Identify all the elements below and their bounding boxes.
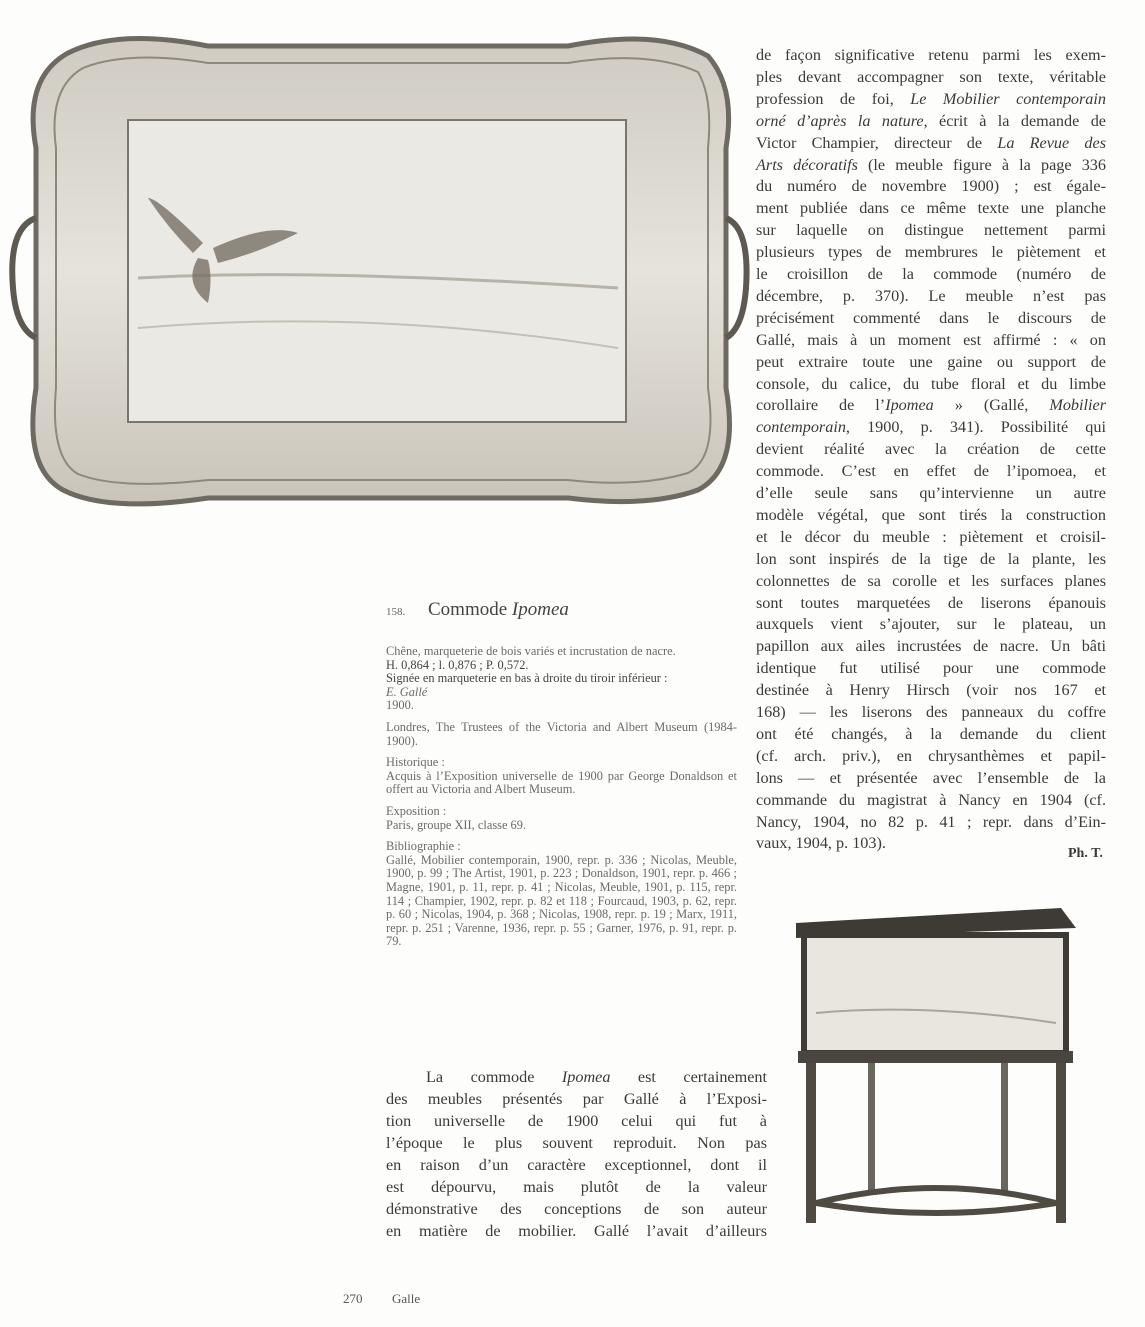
text-segment: plusieurs types de membrures le piètement et <box>756 243 1106 262</box>
text-segment: , 1900, p. 341). Possibilité qui <box>845 418 1106 437</box>
italic-text: orné d’après la nature, <box>756 111 928 130</box>
text-line <box>756 813 1106 832</box>
text-segment: en raison d’un caractère exceptionnel, dont il <box>386 1156 767 1174</box>
text-segment: Nancy, 1904, no 82 p. 41 ; repr. dans d’Ein- <box>756 812 1106 831</box>
text-segment: ples devant accompagner son texte, véritable <box>756 67 1106 86</box>
italic-text: Ipomea <box>561 1068 611 1086</box>
text-segment: sur laquelle on distingue nettement parmi <box>756 221 1106 240</box>
text-segment: tion universelle de 1900 celui qui fut à <box>386 1112 767 1130</box>
text-segment: est dépourvu, mais plutôt de la valeur <box>386 1178 767 1196</box>
history: Acquis à l’Exposition universelle de 1900 par George Donaldson et offert au Victoria and Albert Museum. <box>386 768 737 797</box>
text-segment: destinée à Henry Hirsch (voir nos 167 et <box>756 681 1106 700</box>
text-segment: profession de foi, <box>756 89 911 108</box>
text-line <box>756 769 1106 788</box>
text-line <box>756 353 1106 372</box>
running-head: Galle <box>392 1291 421 1306</box>
text-line <box>756 462 1106 481</box>
text-line <box>756 199 1106 218</box>
text-line <box>756 594 1106 613</box>
text-line <box>756 112 1106 131</box>
text-segment: est certainement <box>610 1068 767 1086</box>
exhibition-label: Exposition : <box>386 803 447 818</box>
bibliography: Gallé, Mobilier contemporain, 1900, repr. p. 336 ; Nicolas, Meuble, 1900, p. 99 ; The Artist, 1901, p. 223 ; Donaldson, 1901, repr. p. 466 ; Magne, 1901, p. 11, repr. p. 41 ; Nicolas, Meuble, 1901, p. 115, repr. 114 ; Champier, 1902, repr. p. 82 et 118 ; Fourcaud, 1903, p. 62, repr. p. 60 ; Nicolas, 1904, p. 368 ; Nicolas, 1908, repr. p. 19 ; Marx, 1911, repr. p. 251 ; Varenne, 1936, repr. p. 55 ; Garner, 1976, p. 91, repr. p. 79. <box>386 852 737 949</box>
text-line <box>386 1222 767 1241</box>
bibliography-label: Bibliographie : <box>386 839 461 854</box>
text-segment: l’époque le plus souvent reproduit. Non pas <box>386 1134 767 1152</box>
text-line <box>756 221 1106 240</box>
text-line <box>756 287 1106 306</box>
italic-text: Le Mobilier contemporain <box>910 89 1106 108</box>
text-segment: lons — et présentée avec l’ensemble de la <box>756 768 1106 787</box>
text-segment: Gallé, mais à un moment est affirmé : « on <box>756 330 1106 349</box>
text-segment: ont été changés, à la demande du client <box>756 724 1106 743</box>
text-segment: précisément commenté dans le discours de <box>756 308 1106 327</box>
author-initials: Ph. T. <box>1068 846 1103 861</box>
text-line <box>756 156 1106 175</box>
catalogue-notice <box>386 645 737 957</box>
title-italic: Ipomea <box>511 599 569 620</box>
text-line <box>756 68 1106 87</box>
text-line <box>386 1200 767 1219</box>
text-segment: peut extraire toute une gaine ou support de <box>756 352 1106 371</box>
text-line <box>756 834 1106 853</box>
text-line <box>756 637 1106 656</box>
history-label: Historique : <box>386 755 445 770</box>
signature: E. Gallé <box>386 684 428 699</box>
text-line <box>756 681 1106 700</box>
text-segment: commande du magistrat à Nancy en 1904 (cf. <box>756 790 1106 809</box>
text-segment: vaux, 1904, p. 103). <box>756 834 886 853</box>
text-segment: corollaire de l’ <box>756 396 886 415</box>
text-segment: Victor Champier, directeur de <box>756 133 998 152</box>
text-segment: le croisillon de la commode (numéro de <box>756 265 1106 283</box>
text-line <box>756 528 1106 547</box>
text-segment: du numéro de novembre 1900) ; est égale- <box>756 177 1106 196</box>
material: Chêne, marqueterie de bois variés et incrustation de nacre. <box>386 644 676 658</box>
text-segment: écrit à la demande de <box>927 111 1106 130</box>
text-line <box>386 1090 767 1109</box>
text-line <box>386 1134 767 1153</box>
text-segment: des meubles présentés par Gallé à l’Exposi- <box>386 1090 767 1108</box>
text-line <box>756 418 1106 437</box>
text-line <box>756 90 1106 109</box>
text-segment: La commode <box>426 1068 562 1086</box>
text-line <box>756 440 1106 459</box>
text-segment: commode. C’est en effet de l’ipomoea, et <box>756 462 1106 481</box>
text-line <box>386 1178 767 1197</box>
text-line <box>756 484 1106 503</box>
date: 1900. <box>386 698 414 713</box>
text-segment: console, du calice, du tube floral et du limbe <box>756 374 1106 393</box>
text-segment: lon sont inspirés de la tige de la plante, les <box>756 549 1106 568</box>
text-line <box>386 1156 767 1175</box>
italic-text: contemporain <box>756 418 846 437</box>
text-line <box>756 791 1106 810</box>
text-line <box>756 309 1106 328</box>
text-line <box>756 572 1106 591</box>
text-segment: 168) — les liserons des panneaux du coffre <box>756 703 1106 721</box>
text-line <box>756 46 1106 65</box>
text-segment: décembre, p. 370). Le meuble n’est pas <box>756 286 1106 305</box>
exhibition: Paris, groupe XII, classe 69. <box>386 817 527 832</box>
title-text: Commode <box>428 599 512 620</box>
text-line <box>386 1112 767 1131</box>
text-line <box>386 1068 767 1087</box>
text-segment: modèle végétal, que sont tirés la construction <box>756 505 1106 524</box>
dimensions: H. 0,864 ; l. 0,876 ; P. 0,572. <box>386 657 529 672</box>
page-number: 270 <box>343 1291 363 1306</box>
text-line <box>756 703 1106 722</box>
text-segment: identique fut utilisé pour une commode <box>756 659 1106 678</box>
text-segment: (le meuble figure à la page 336 <box>857 155 1106 174</box>
text-segment: et le décor du meuble : piètement et croisil- <box>756 527 1106 546</box>
text-segment: auxquels vient s’ajouter, sur le plateau, un <box>756 615 1106 634</box>
location: Londres, The Trustees of the Victoria and Albert Museum (1984-1900). <box>386 719 737 748</box>
text-segment: devient réalité avec la création de cette <box>756 440 1106 459</box>
text-segment: (cf. arch. priv.), en chrysanthèmes et papil- <box>756 746 1106 765</box>
text-segment: ment publiée dans ce même texte une planche <box>756 199 1106 218</box>
italic-text: Arts décoratifs <box>756 155 858 174</box>
text-line <box>756 331 1106 350</box>
catalogue-number: 158. <box>386 606 406 618</box>
text-line <box>756 506 1106 525</box>
text-segment: d’elle seule sans qu’intervienne un autre <box>756 484 1106 502</box>
text-line <box>756 265 1106 284</box>
text-line <box>756 747 1106 766</box>
text-line <box>756 177 1106 196</box>
commode-photo <box>776 893 1088 1243</box>
text-segment: de façon significative retenu parmi les exem- <box>756 46 1106 64</box>
text-line <box>756 725 1106 744</box>
text-segment: sont toutes marquetées de liserons épanouis <box>756 593 1106 612</box>
text-line <box>756 375 1106 394</box>
catalogue-title <box>428 599 569 621</box>
italic-text: Ipomea <box>885 396 934 415</box>
text-line <box>756 615 1106 634</box>
text-line <box>756 243 1106 262</box>
text-line <box>756 134 1106 153</box>
text-line <box>756 659 1106 678</box>
italic-text: La Revue des <box>997 133 1106 152</box>
text-line <box>756 396 1106 415</box>
text-segment: » (Gallé, <box>933 396 1050 415</box>
text-segment: colonnettes de sa corolle et les surfaces planes <box>756 571 1106 590</box>
text-segment: démonstrative des conceptions de son auteur <box>386 1200 767 1218</box>
signature-label: Signée en marqueterie en bas à droite du tiroir inférieur : <box>386 671 668 686</box>
text-segment: papillon aux ailes incrustées de nacre. Un bâti <box>756 637 1106 656</box>
text-segment: en matière de mobilier. Gallé l’avait d’ailleurs <box>386 1222 767 1240</box>
text-line <box>756 550 1106 569</box>
commode-top-photo <box>8 28 750 516</box>
italic-text: Mobilier <box>1049 396 1107 415</box>
